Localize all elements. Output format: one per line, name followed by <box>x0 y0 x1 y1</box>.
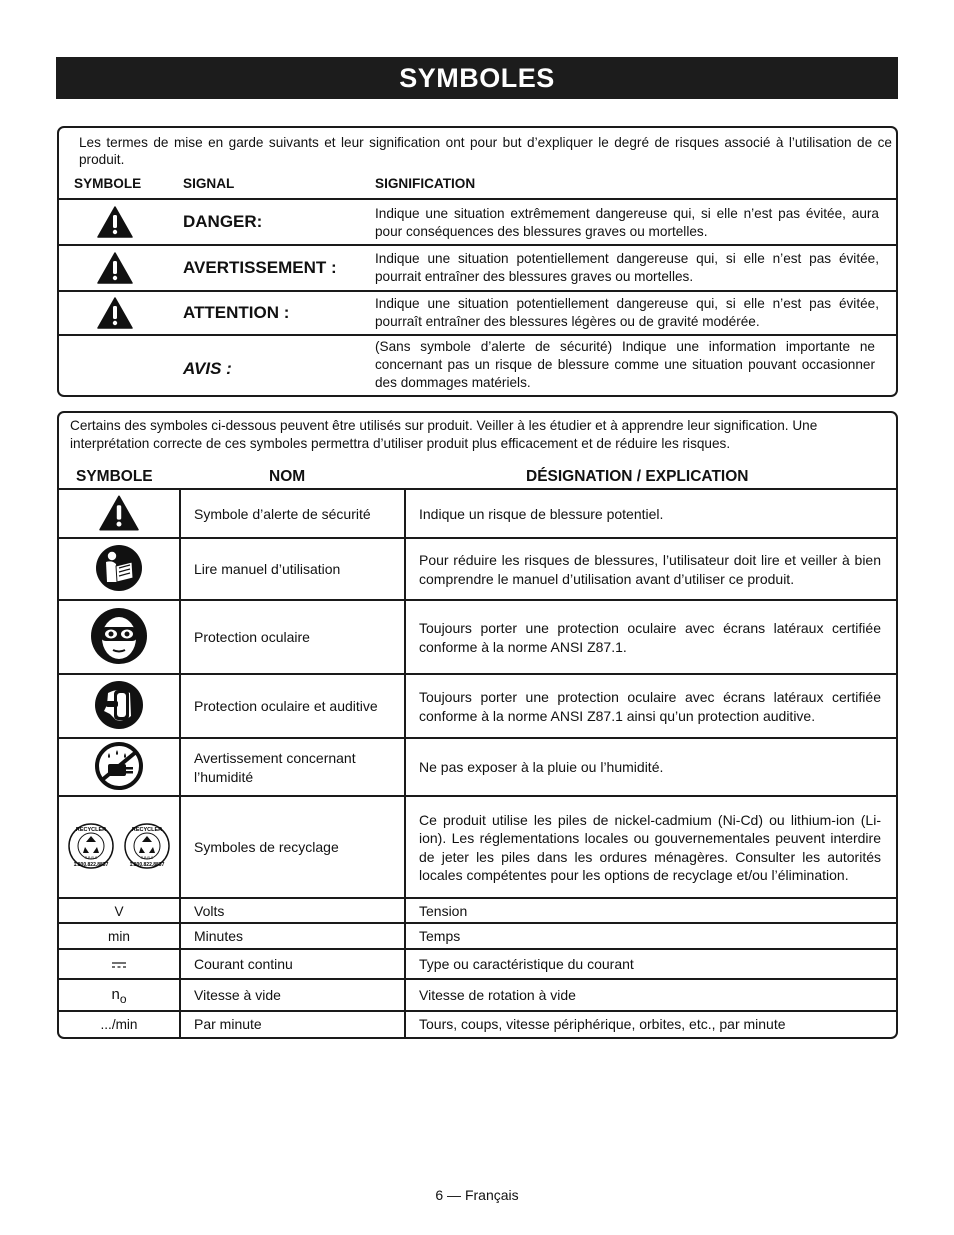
symbol-name: Vitesse à vide <box>194 987 281 1003</box>
page-title: SYMBOLES <box>56 57 898 99</box>
signal-label: AVERTISSEMENT : <box>183 258 337 277</box>
symbols-intro: Certains des symboles ci-dessous peuvent être utilisés sur produit. Veiller à les étudier et à apprendre leur signification. Une interprétation correcte de ces symboles permettra d’utiliser produit plus efficacement et de réduire les risques. <box>70 418 818 451</box>
signal-row-attention <box>59 290 896 335</box>
signal-meaning: Indique une situation extrêmement dangereuse qui, si elle n’est pas évitée, aura pour conséquences des blessures graves ou mortelles. <box>375 206 879 239</box>
symbol-description: Indique un risque de blessure potentiel. <box>419 505 664 522</box>
signal-label: AVIS : <box>183 359 232 378</box>
direct-current-icon <box>112 957 126 972</box>
symbol-text: V <box>114 903 124 919</box>
page-footer: 6 — Français <box>435 1187 519 1203</box>
signal-row-avertissement <box>59 244 896 291</box>
header-signification: SIGNIFICATION <box>375 176 476 191</box>
symbol-description: Type ou caractéristique du courant <box>419 956 634 973</box>
signal-meaning: (Sans symbole d’alerte de sécurité) Indique une information importante ne concernant pas un risque de blessure comme une situation pouvant occasionner des dommages matériels. <box>375 339 875 390</box>
symbol-description: Vitesse de rotation à vide <box>419 987 576 1004</box>
warning-triangle-icon <box>97 206 133 243</box>
recycle-seal-mid-text: R B R C <box>140 856 154 860</box>
recycle-seal-mid-text: R B R C <box>84 856 98 860</box>
symbol-row <box>59 948 896 979</box>
symbol-name: Symboles de recyclage <box>194 839 339 855</box>
symbol-cell <box>59 490 179 538</box>
signal-words-intro: Les termes de mise en garde suivants et leur signification ont pour but d’expliquer le degré de risques associé à l’utilisation de ce produit. <box>79 135 892 167</box>
symbol-name: Courant continu <box>194 956 293 972</box>
recycle-seal-phone-text: 1.800.822.8837 <box>129 862 165 868</box>
symbol-row <box>59 737 896 796</box>
recycle-seal-phone-text: 1.800.822.8837 <box>73 862 109 868</box>
safety-alert-icon <box>99 495 139 534</box>
symbol-cell <box>59 739 179 796</box>
eye-protection-icon <box>90 607 148 668</box>
signal-label: DANGER: <box>183 212 263 231</box>
signal-label: ATTENTION : <box>183 303 290 322</box>
symbol-row <box>59 922 896 949</box>
symbol-row <box>59 978 896 1011</box>
header-nom: NOM <box>269 468 306 485</box>
header-symbole: SYMBOLE <box>74 176 142 191</box>
read-manual-icon <box>95 544 143 595</box>
symbol-row <box>59 673 896 738</box>
symbol-cell <box>59 601 179 674</box>
symbol-row <box>59 488 896 538</box>
signal-row-danger <box>59 198 896 245</box>
symbol-row <box>59 599 896 674</box>
warning-triangle-icon <box>97 297 133 334</box>
symbol-name: Symbole d’alerte de sécurité <box>194 505 371 522</box>
symbol-row <box>59 795 896 898</box>
header-signal: SIGNAL <box>183 176 235 191</box>
wet-conditions-icon <box>95 742 143 793</box>
symbol-name: Minutes <box>194 928 244 944</box>
recycle-seal-icon <box>67 822 115 873</box>
symbol-row <box>59 897 896 923</box>
symbol-text: min <box>108 929 130 944</box>
symbol-row <box>59 1010 896 1037</box>
warning-triangle-icon <box>97 252 133 289</box>
symbol-cell <box>59 675 179 738</box>
symbol-description: Tours, coups, vitesse périphérique, orbites, etc., par minute <box>419 1016 786 1033</box>
signal-meaning: Indique une situation potentiellement dangereuse qui, si elle n’est pas évitée, pourraît entraîner des blessures légères ou de gravité modérée. <box>375 296 879 329</box>
symbol-description: Pour réduire les risques de blessures, l’utilisateur doit lire et veiller à bien comprendre le manuel d’utilisation avant d’utiliser ce produit. <box>419 552 881 587</box>
symbols-box <box>57 411 898 1039</box>
symbol-row <box>59 537 896 600</box>
symbol-description: Toujours porter une protection oculaire avec écrans latéraux certifiée conforme à la norme ANSI Z87.1. <box>419 620 881 655</box>
symbol-description: Ne pas exposer à la pluie ou l’humidité. <box>419 759 664 776</box>
recycle-seal-icon <box>123 822 171 873</box>
symbol-name: Lire manuel d’utilisation <box>194 561 341 577</box>
symbol-description: Toujours porter une protection oculaire avec écrans latéraux certifiée conforme à la norme ANSI Z87.1 ainsi qu’un protection auditive. <box>419 689 881 724</box>
symbol-description: Ce produit utilise les piles de nickel-cadmium (Ni-Cd) ou lithium-ion (Li-ion). Les réglementations locales ou gouvernementales peuvent interdire de jeter les piles dans les ordures ménagères. Consulter les autorités locales compétentes pour les options de recyclage et/ou l’élimination. <box>419 811 881 883</box>
symbol-description: Temps <box>419 928 461 945</box>
symbol-cell <box>59 539 179 600</box>
symbol-description: Tension <box>419 902 468 919</box>
symbol-name: Par minute <box>194 1016 262 1032</box>
eye-ear-protection-icon <box>94 680 144 733</box>
recycle-seal-top-text: RECYCLER <box>75 827 107 833</box>
no-load-speed-symbol: $n_o$ <box>111 985 127 1006</box>
symbol-name: Protection oculaire et auditive <box>194 698 378 714</box>
symbol-name: Volts <box>194 902 225 919</box>
header-designation: DÉSIGNATION / EXPLICATION <box>526 468 749 485</box>
symbol-name: Avertissement concernant l’humidité <box>194 749 356 785</box>
header-symbole: SYMBOLE <box>76 468 153 485</box>
recycle-seal-top-text: RECYCLER <box>131 827 163 833</box>
symbol-name: Protection oculaire <box>194 629 310 645</box>
signal-words-box <box>57 126 898 397</box>
symbol-cell <box>59 797 179 898</box>
symbol-cell <box>59 950 179 979</box>
signal-meaning: Indique une situation potentiellement dangereuse qui, si elle n’est pas évitée, pourrait entraîner des blessures graves ou mortelles. <box>375 251 879 284</box>
symbol-text: .../min <box>100 1017 138 1032</box>
signal-row-avis <box>59 334 896 395</box>
symbol-cell <box>59 980 179 1011</box>
